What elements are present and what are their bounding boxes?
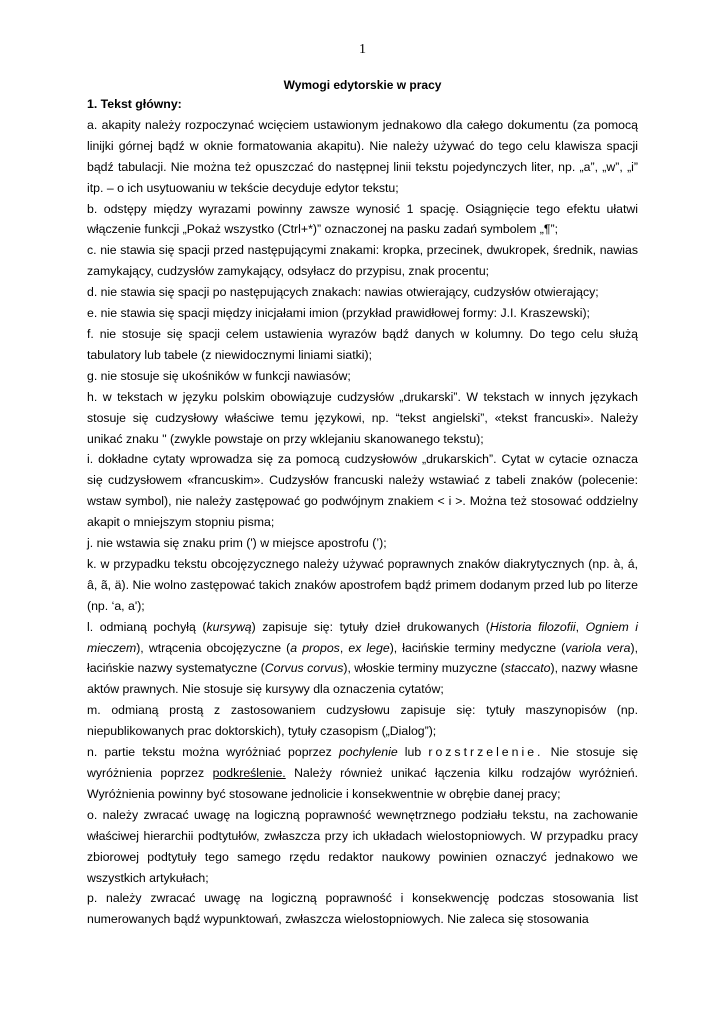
text-run: Nie stosuje się wyróżnienia poprzez: [87, 745, 638, 780]
paragraph-e: e. nie stawia się spacji między inicjałami imion (przykład prawidłowej formy: J.I. Kraszewski);: [87, 306, 590, 321]
italic-text: staccato: [504, 661, 551, 676]
italic-text: a propos: [290, 640, 340, 655]
text-run: ), włoskie terminy muzyczne (: [343, 661, 505, 676]
text-run: ), nazwy własne aktów prawnych. Nie stosuje się kursywy dla oznaczenia cytatów;: [87, 661, 638, 697]
text-run: n. partie tekstu można wyróżniać poprzez: [87, 745, 339, 760]
italic-text: Historia filozofii: [489, 619, 576, 634]
paragraph-b: b. odstępy między wyrazami powinny zawsze wynosić 1 spację. Osiągnięcie tego efektu ułatwi włączenie funkcji „Pokaż wszystko (Ctrl+*)” oznaczonej na pasku zadań symbolem „¶”;: [87, 201, 638, 237]
document-title: Wymogi edytorskie w pracy: [283, 78, 442, 92]
paragraph-f: f. nie stosuje się spacji celem ustawienia wyrazów bądź danych w kolumny. Do tego celu służą tabulatory lub tabele (z niewidocznymi liniami siatki);: [87, 326, 638, 362]
italic-text: variola vera: [565, 640, 631, 655]
text-run: Należy również unikać łączenia kilku rodzajów wyróżnień. Wyróżnienia powinny być stosowane jednolicie i konsekwentnie w obrębie danej pracy;: [87, 766, 638, 801]
paragraph-d: d. nie stawia się spacji po następujących znakach: nawias otwierający, cudzysłów otwierający;: [87, 285, 599, 300]
italic-text: ex lege: [348, 640, 390, 655]
text-run: ), wtrącenia obcojęzyczne (: [136, 640, 291, 655]
underlined-text: podkreślenie.: [212, 766, 286, 780]
text-run: ,: [339, 640, 349, 655]
page-number: 1: [359, 42, 366, 57]
italic-text: Ogniem i mieczem: [87, 619, 638, 655]
paragraph-i: i. dokładne cytaty wprowadza się za pomocą cudzysłowów „drukarskich”. Cytat w cytacie oznacza się cudzysłowem «francuskim». Cudzysłów francuski należy wstawiać z tabeli znaków (polecenie: wstaw symbol), nie należy zastępować go podwójnym znakiem < i >. Można też stosować oddzielny akapit o mniejszym stopniu pisma;: [87, 452, 638, 530]
text-run: lub: [397, 745, 429, 760]
paragraph-m: m. odmianą prostą z zastosowaniem cudzysłowu zapisuje się: tytuły maszynopisów (np. niepublikowanych prac doktorskich), tytuły czasopism („Dialog”);: [87, 703, 638, 739]
paragraph-j: j. nie wstawia się znaku prim (') w miejsce apostrofu (’);: [87, 536, 387, 551]
paragraph-p: p. należy zwracać uwagę na logiczną poprawność i konsekwencję podczas stosowania list numerowanych bądź wypunktowań, zwłaszcza wielostopniowych. Nie zaleca się stosowania: [87, 891, 638, 927]
italic-text: Corvus corvus: [264, 661, 344, 676]
text-run: ), łacińskie terminy medyczne (: [389, 640, 566, 655]
paragraph-l: [87, 617, 638, 701]
text-run: ) zapisuje się: tytuły dzieł drukowanych (: [251, 619, 490, 634]
spaced-text: rozstrzelenie.: [428, 745, 544, 760]
paragraph-o: o. należy zwracać uwagę na logiczną poprawność wewnętrznego podziału tekstu, na zachowanie właściwej hierarchii podtytułów, zwłaszcza przy ich układach wielostopniowych. W przypadku pracy zbiorowej podtytuły tego samego rzędu redaktor naukowy powinien oznaczyć jednakowo we wszystkich artykułach;: [87, 807, 638, 885]
paragraph-k: k. w przypadku tekstu obcojęzycznego należy używać poprawnych znaków diakrytycznych (np. à, á, â, ã, ä). Nie wolno zastępować takich znaków apostrofem bądź primem dodanym przed lub po literze (np. ‘a, a');: [87, 556, 638, 613]
text-run: ), łacińskie nazwy systematyczne (: [87, 640, 638, 676]
section-heading: 1. Tekst główny:: [87, 97, 182, 111]
paragraph-g: g. nie stosuje się ukośników w funkcji nawiasów;: [87, 368, 351, 383]
paragraph-a: a. akapity należy rozpoczynać wcięciem ustawionym jednakowo dla całego dokumentu (za pomocą linijki górnej bądź w oknie formatowania akapitu). Nie należy używać do tego celu klawisza spacji bądź tabulacji. Nie można też opuszczać do następnej linii tekstu pojedynczych liter, np. „a”, „w”, „i” itp. – o ich usytuowaniu w tekście decyduje edytor tekstu;: [87, 117, 638, 195]
italic-text: kursywą: [206, 619, 252, 634]
paragraph-h: h. w tekstach w języku polskim obowiązuje cudzysłów „drukarski”. W tekstach w innych językach stosuje się cudzysłowy właściwe temu językowi, np. “tekst angielski”, «tekst francuski». Należy unikać znaku " (zwykle powstaje on przy wklejaniu skanowanego tekstu);: [87, 389, 638, 446]
italic-text: pochylenie: [338, 745, 398, 760]
document-body: [87, 94, 638, 930]
text-run: ,: [575, 619, 586, 634]
paragraph-n: [87, 742, 638, 805]
text-run: l. odmianą pochyłą (: [87, 619, 207, 634]
paragraph-c: c. nie stawia się spacji przed następującymi znakami: kropka, przecinek, dwukropek, średnik, nawias zamykający, cudzysłów zamykający, odsyłacz do przypisu, znak procentu;: [87, 243, 638, 279]
